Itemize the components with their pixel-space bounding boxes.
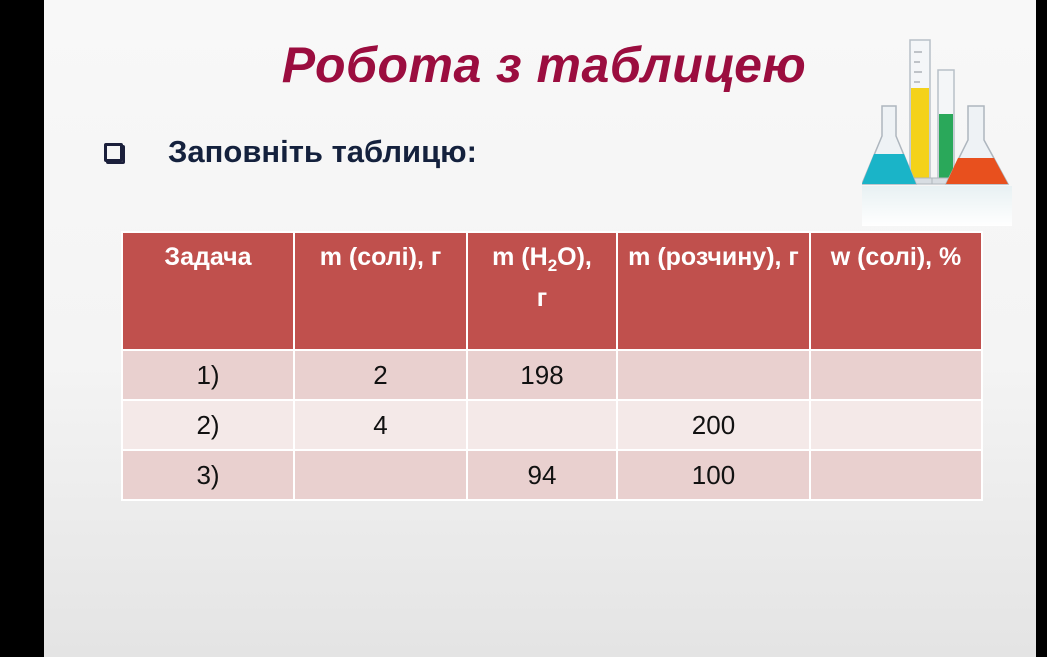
- header-cell-salt-mass: m (солі), г: [294, 232, 467, 350]
- table-cell: 1): [122, 350, 294, 400]
- table-row: [122, 450, 982, 500]
- table-cell: 100: [617, 450, 810, 500]
- table-cell: 198: [467, 350, 617, 400]
- square-bullet-icon: [104, 143, 123, 162]
- slide: [44, 0, 1036, 657]
- table-cell: 200: [617, 400, 810, 450]
- bullet-row: [104, 134, 477, 170]
- table-cell: [617, 350, 810, 400]
- header-cell-water-mass: [467, 232, 617, 350]
- header-cell-fraction: w (солі), %: [810, 232, 982, 350]
- header-water-prefix: m (H: [492, 243, 548, 271]
- header-cell-task: Задача: [122, 232, 294, 350]
- table-header-row: [122, 232, 982, 350]
- table-cell: 3): [122, 450, 294, 500]
- table-row: [122, 400, 982, 450]
- table-cell: [467, 400, 617, 450]
- table-cell: [810, 400, 982, 450]
- bullet-text: Заповніть таблицю:: [168, 134, 477, 169]
- header-cell-solution-mass: m (розчину), г: [617, 232, 810, 350]
- table-cell: 4: [294, 400, 467, 450]
- table-cell: [810, 450, 982, 500]
- lab-glassware-icon: [862, 36, 1012, 226]
- table-cell: [294, 450, 467, 500]
- header-water-suffix: O),: [557, 243, 592, 271]
- table-cell: 2: [294, 350, 467, 400]
- header-water-sub: 2: [547, 256, 558, 275]
- table-cell: [810, 350, 982, 400]
- data-table: [121, 231, 983, 501]
- table-cell: 2): [122, 400, 294, 450]
- table-row: [122, 350, 982, 400]
- slide-title: Робота з таблицею: [281, 37, 807, 93]
- table-cell: 94: [467, 450, 617, 500]
- header-water-unit: г: [536, 284, 548, 312]
